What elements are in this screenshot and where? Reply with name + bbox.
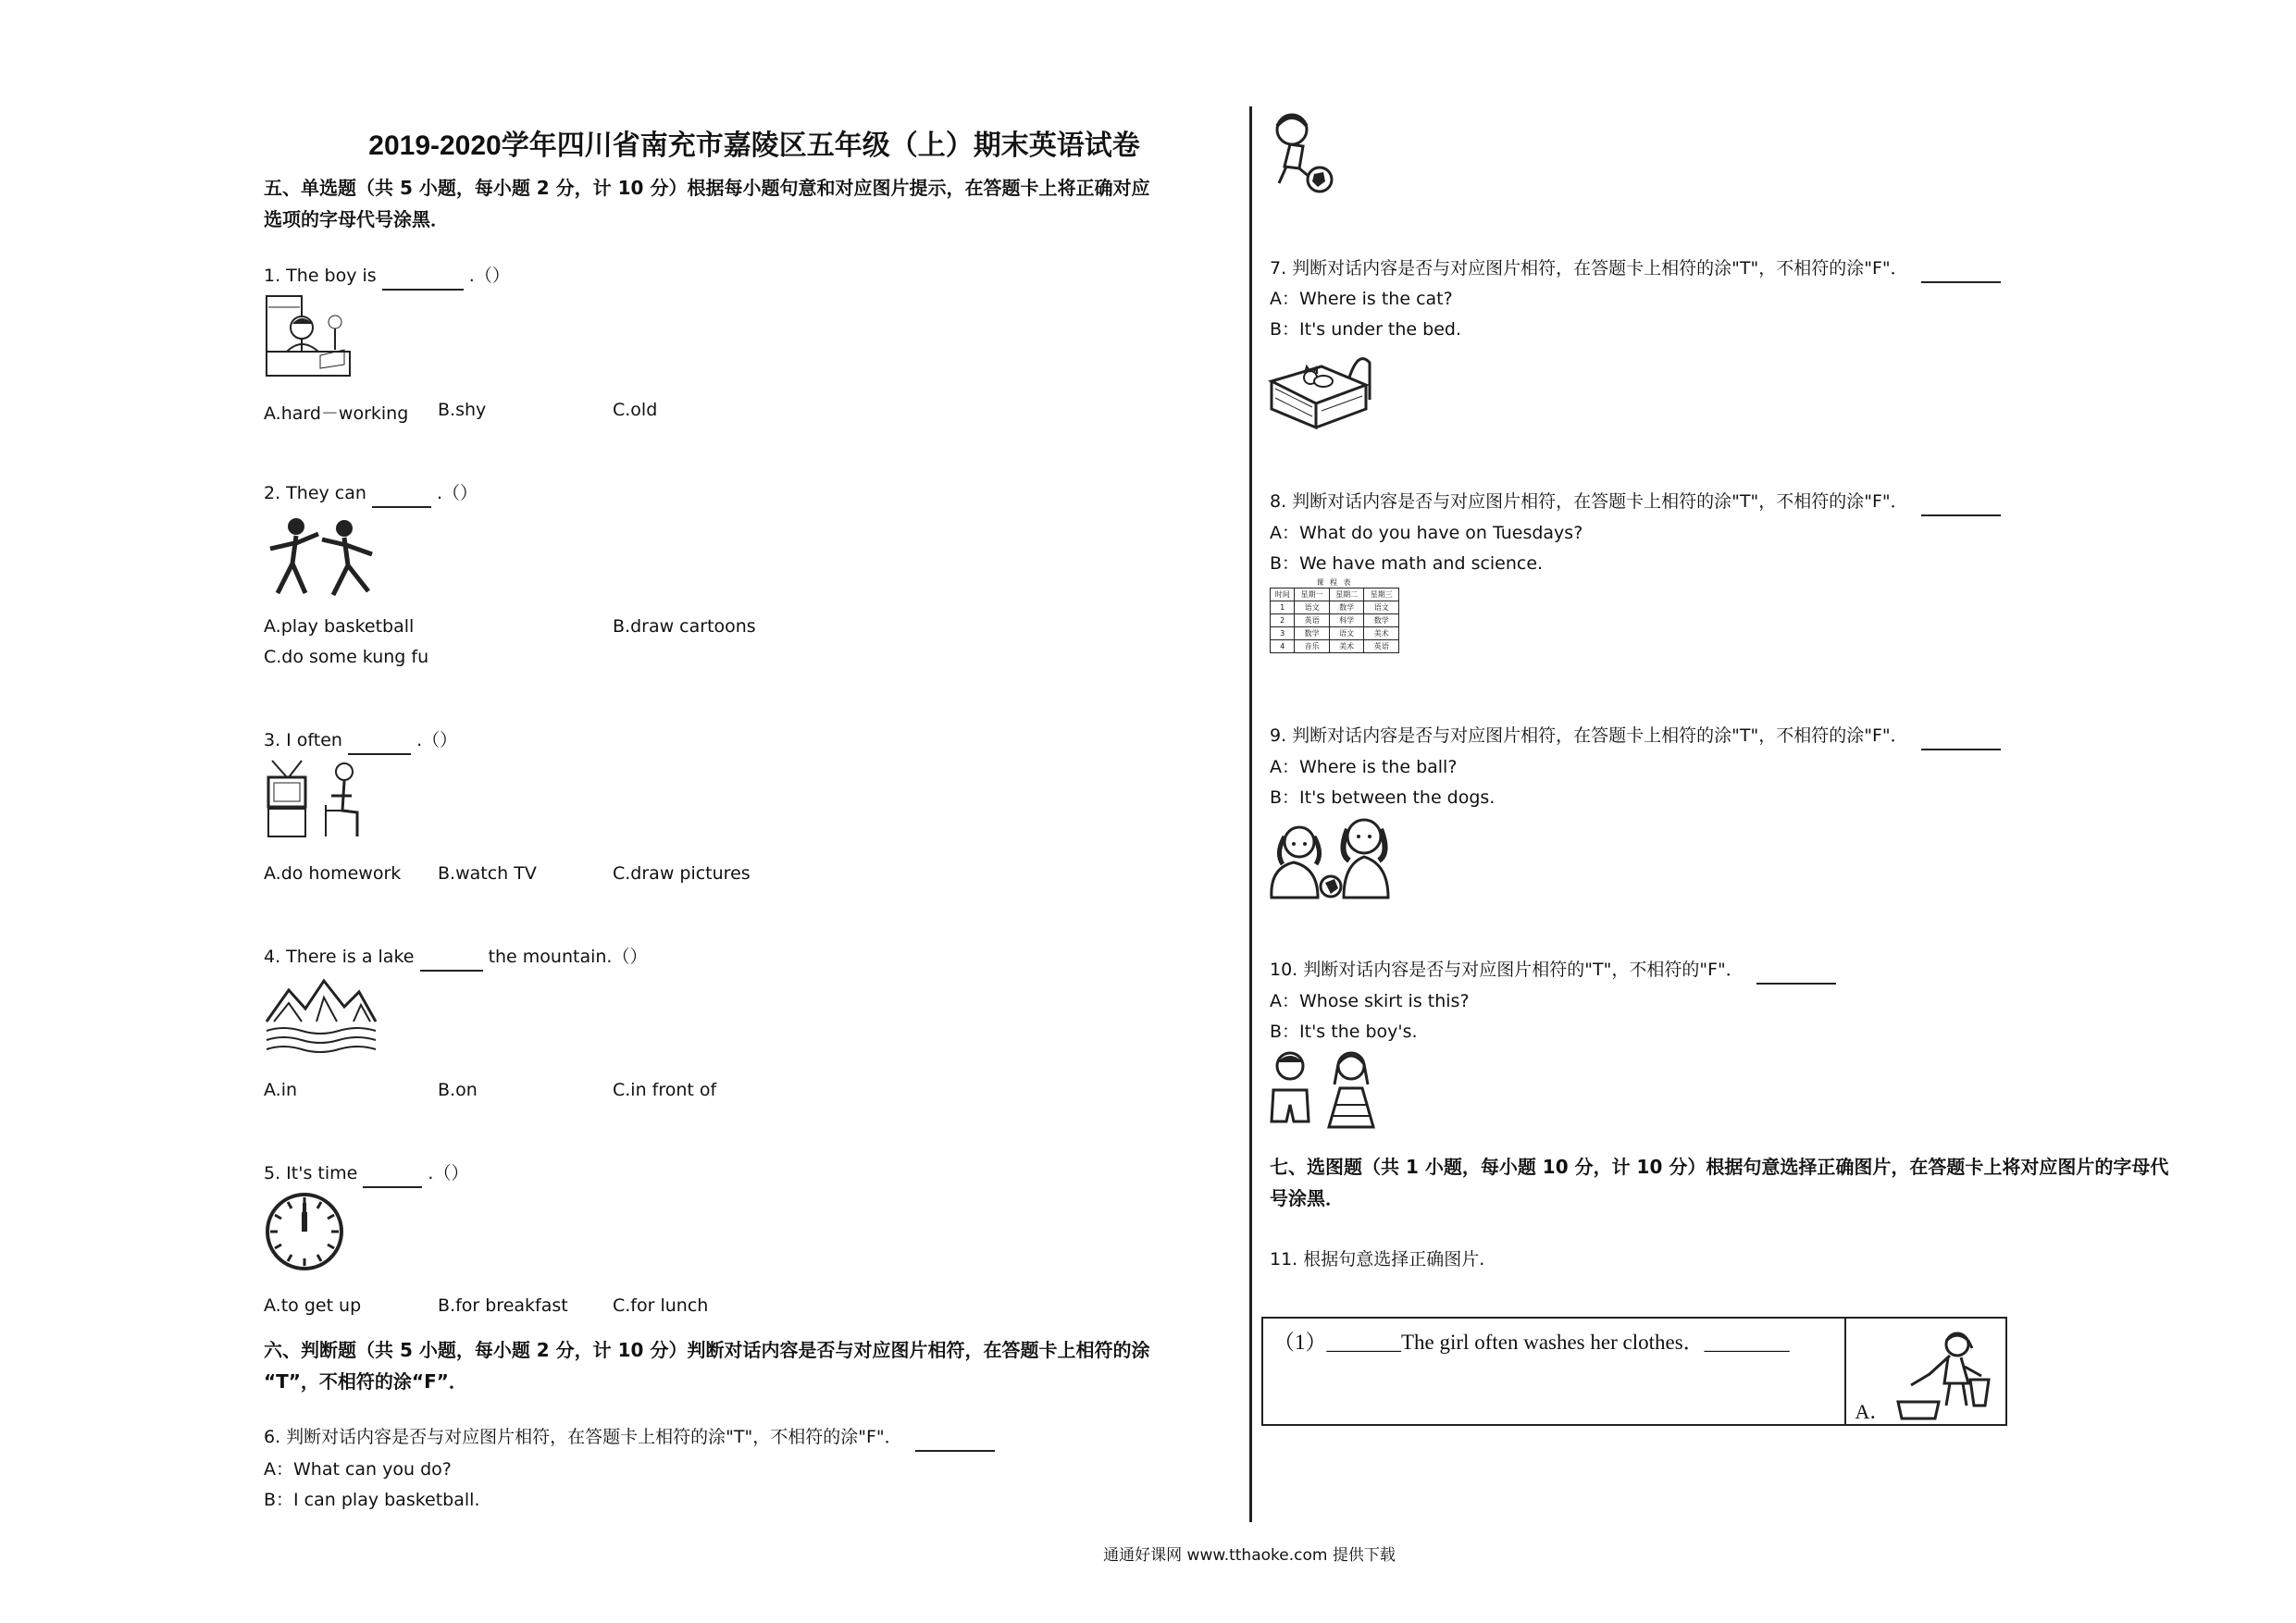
q9-stem [1270, 723, 2001, 750]
q11-stem: 11. 根据句意选择正确图片. [1270, 1249, 1485, 1270]
q4-option-c: C.in front of [613, 1080, 717, 1100]
q5-blank [363, 1160, 422, 1188]
q4-stem-text: 4. There is a lake [264, 947, 415, 967]
section5-heading-line1: 五、单选题（共 5 小题，每小题 2 分，计 10 分）根据每小题句意和对应图片提示，在答题卡上将正确对应 [264, 177, 1150, 199]
table-cell: 3 [1271, 627, 1295, 640]
q2-stem-end: .（） [437, 483, 478, 503]
table-cell: 美术 [1364, 627, 1399, 640]
q4-option-b: B.on [438, 1080, 478, 1100]
section7-heading-line1: 七、选图题（共 1 小题，每小题 10 分，计 10 分）根据句意选择正确图片，在答题卡上将对应图片的字母代 [1270, 1156, 2169, 1178]
q7-stem-text: 7. 判断对话内容是否与对应图片相符，在答题卡上相符的涂"T"，不相符的涂"F"． [1270, 258, 1908, 279]
table-cell: 2 [1271, 614, 1295, 627]
q11-picture-girl-washing-clothes [1893, 1328, 1994, 1424]
table-cell: 语文 [1295, 601, 1330, 614]
q3-option-b: B.watch TV [438, 863, 537, 884]
q11-picture-cell [1845, 1318, 2006, 1425]
q8-timetable-grid [1270, 588, 1399, 653]
table-cell: 语文 [1329, 627, 1364, 640]
q11-sentence-cell [1262, 1318, 1845, 1425]
q5-stem-end: .（） [428, 1163, 469, 1183]
q5-stem-text: 5. It's time [264, 1163, 358, 1183]
q3-stem-text: 3. I often [264, 730, 342, 750]
q3-option-c: C.draw pictures [613, 863, 751, 884]
q7-line-b: B：It's under the bed. [1270, 319, 1462, 340]
q3-blank [348, 727, 411, 755]
section6-heading [264, 1334, 1235, 1397]
q7-picture-bed-with-cat [1266, 344, 1373, 429]
q1-stem-end: .（） [468, 266, 510, 286]
table-row [1271, 588, 1399, 601]
q1-option-a: A.hard－working [264, 403, 409, 424]
table-cell: 英语 [1364, 640, 1399, 653]
q10-line-a: A：Whose skirt is this? [1270, 991, 1470, 1011]
q8-line-a: A：What do you have on Tuesdays? [1270, 523, 1583, 543]
table-header-cell: 星期三 [1364, 588, 1399, 601]
q7-blank [1921, 255, 2001, 283]
q4-stem-end: the mountain.（） [488, 947, 648, 967]
section7-heading-line2: 号涂黑． [1270, 1187, 1344, 1209]
q10-line-b: B：It's the boy's. [1270, 1022, 1418, 1042]
q2-option-a: A.play basketball [264, 616, 415, 637]
table-cell: 1 [1271, 601, 1295, 614]
q1-stem [264, 263, 510, 291]
q11-table [1261, 1317, 2007, 1426]
q3-picture-tv-and-girl [265, 759, 368, 838]
q8-line-b: B：We have math and science. [1270, 553, 1544, 574]
section6-heading-line1: 六、判断题（共 5 小题，每小题 2 分，计 10 分）判断对话内容是否与对应图片相符，在答题卡上相符的涂 [264, 1339, 1150, 1361]
q9-line-b: B：It's between the dogs. [1270, 787, 1496, 808]
table-row [1271, 627, 1399, 640]
q1-option-b: B.shy [438, 400, 487, 420]
q3-option-a: A.do homework [264, 863, 402, 884]
table-row [1271, 614, 1399, 627]
q5-stem [264, 1160, 468, 1188]
section6-heading-line2: “T”，不相符的涂“F”． [264, 1370, 467, 1393]
table-header-cell: 星期一 [1295, 588, 1330, 601]
q4-picture-mountain-lake [265, 975, 378, 1057]
table-cell: 音乐 [1295, 640, 1330, 653]
q2-blank [372, 480, 431, 508]
q3-stem [264, 727, 457, 755]
q4-option-a: A.in [264, 1080, 298, 1100]
q10-stem [1270, 957, 1836, 985]
q5-option-c: C.for lunch [613, 1295, 709, 1316]
q9-picture-dogs-with-ball [1266, 816, 1396, 901]
table-cell: 4 [1271, 640, 1295, 653]
table-cell: 数学 [1295, 627, 1330, 640]
page-footer: 通通好课网 www.tthaoke.com 提供下载 [1103, 1546, 1396, 1565]
q9-line-a: A：Where is the ball? [1270, 757, 1458, 777]
table-header-cell: 时间 [1271, 588, 1295, 601]
q8-stem-text: 8. 判断对话内容是否与对应图片相符，在答题卡上相符的涂"T"，不相符的涂"F"． [1270, 491, 1908, 512]
q6-blank [915, 1424, 995, 1452]
q6-stem [264, 1424, 995, 1452]
q6-line-a: A：What can you do? [264, 1459, 452, 1480]
q1-blank [382, 263, 464, 291]
q2-stem [264, 480, 478, 508]
table-cell: 数学 [1329, 601, 1364, 614]
q7-line-a: A：Where is the cat? [1270, 289, 1453, 309]
table-cell: 数学 [1364, 614, 1399, 627]
table-row [1262, 1318, 2006, 1425]
q11-sentence: （1）_______The girl often washes her clothes．________ [1273, 1331, 1790, 1354]
q2-option-c: C.do some kung fu [264, 647, 429, 667]
q1-option-c: C.old [613, 400, 658, 420]
q10-blank [1756, 957, 1836, 985]
q1-stem-text: 1. The boy is [264, 266, 377, 286]
q8-timetable-caption: 课 程 表 [1316, 578, 1353, 587]
table-cell: 英语 [1295, 614, 1330, 627]
q8-stem [1270, 489, 2001, 516]
q6-stem-text: 6. 判断对话内容是否与对应图片相符，在答题卡上相符的涂"T"，不相符的涂"F"． [264, 1427, 902, 1447]
q5-option-a: A.to get up [264, 1295, 362, 1316]
q1-picture-boy-studying [265, 294, 354, 379]
table-cell: 美术 [1329, 640, 1364, 653]
q10-picture-boy-and-girl [1266, 1047, 1381, 1133]
table-row [1271, 640, 1399, 653]
q2-option-b: B.draw cartoons [613, 616, 756, 637]
page-title: 2019-2020学年四川省南充市嘉陵区五年级（上）期末英语试卷 [368, 130, 1140, 161]
q4-blank [420, 944, 483, 972]
table-header-cell: 星期二 [1329, 588, 1364, 601]
q5-option-b: B.for breakfast [438, 1295, 568, 1316]
q11-option-label: A． [1855, 1400, 1891, 1423]
q10-stem-text: 10. 判断对话内容是否与对应图片相符的"T"，不相符的"F"． [1270, 960, 1744, 980]
q4-stem [264, 944, 647, 972]
q9-stem-text: 9. 判断对话内容是否与对应图片相符，在答题卡上相符的涂"T"，不相符的涂"F"． [1270, 725, 1908, 746]
section7-heading [1270, 1151, 2260, 1214]
section5-heading [264, 172, 1231, 235]
column-divider [1249, 106, 1252, 1522]
q8-timetable [1270, 577, 1399, 653]
q2-stem-text: 2. They can [264, 483, 366, 503]
table-cell: 语文 [1364, 601, 1399, 614]
q9-blank [1921, 723, 2001, 750]
q6-line-b: B：I can play basketball. [264, 1490, 480, 1510]
q5-picture-clock [265, 1192, 344, 1271]
table-row [1271, 601, 1399, 614]
q2-picture-kung-fu [265, 514, 378, 599]
table-cell: 科学 [1329, 614, 1364, 627]
q8-blank [1921, 489, 2001, 516]
section5-heading-line2: 选项的字母代号涂黑． [264, 208, 449, 230]
q3-stem-end: .（） [416, 730, 458, 750]
q7-stem [1270, 255, 2001, 283]
q6-picture-boy-with-ball [1266, 109, 1334, 194]
